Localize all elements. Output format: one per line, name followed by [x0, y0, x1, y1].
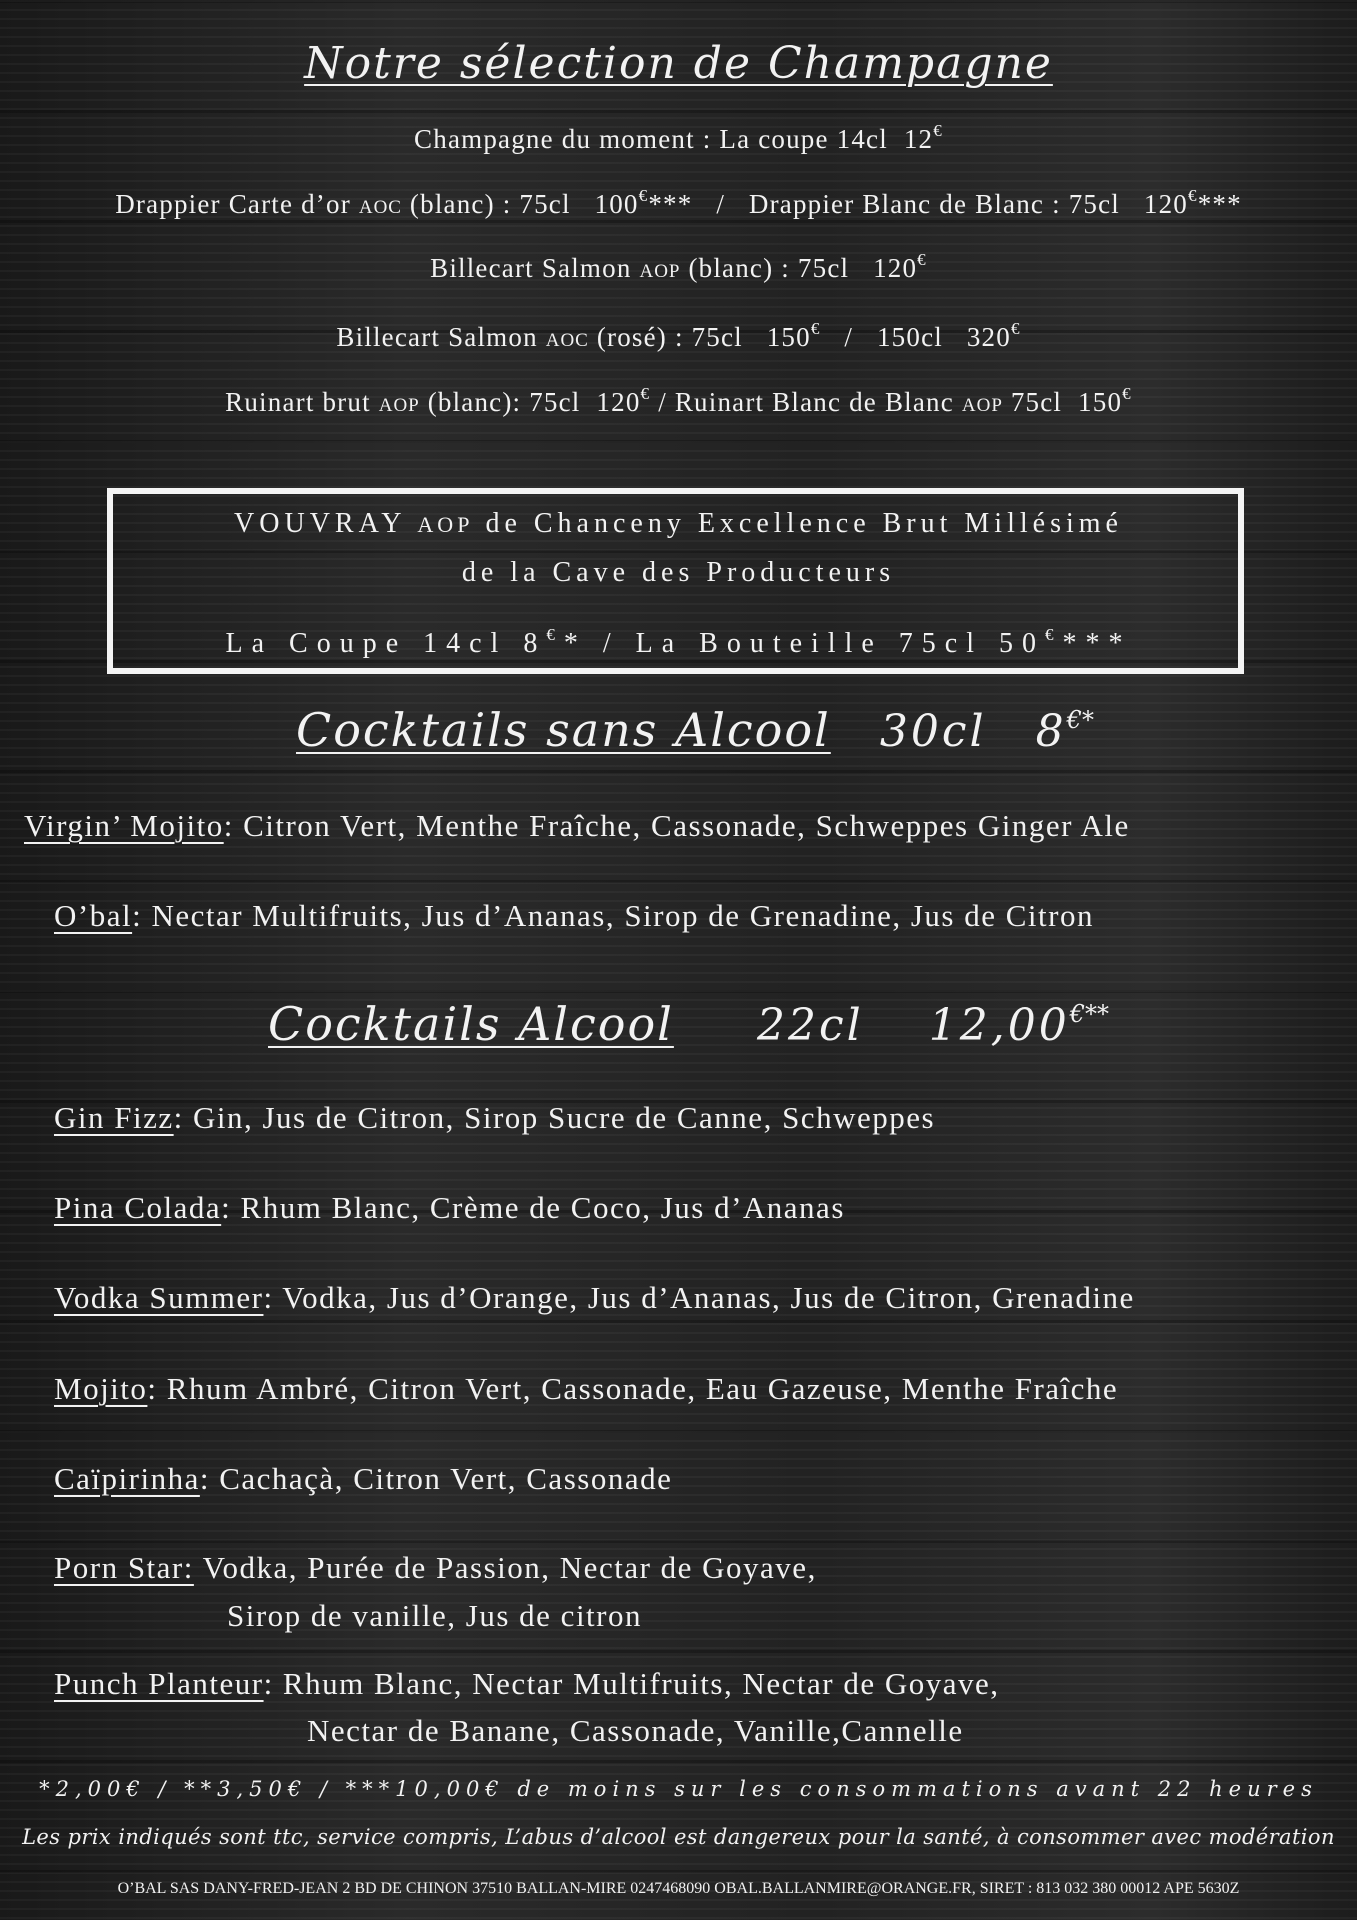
vouvray-aop: AOP: [417, 512, 474, 537]
sans-alcool-title: Cocktails sans Alcool: [296, 703, 831, 757]
vouvray-producer: de la Cave des Producteurs: [461, 557, 896, 588]
champagne-moment-price: 12: [903, 124, 934, 154]
euro-sign: €: [1187, 186, 1198, 205]
company-info: [0, 1880, 1357, 1898]
champagne-moment-line: [0, 121, 1357, 155]
drappier-b-stars: ***: [1197, 189, 1242, 219]
drappier-a-volume: : 75cl: [502, 189, 571, 219]
drappier-a-label: Drappier Carte d’or: [115, 189, 351, 219]
alcool-volume: 22cl: [756, 1000, 864, 1051]
list-item: [54, 1666, 999, 1702]
cocktail-name: O’bal: [54, 898, 133, 933]
ruinart-a-aop: AOP: [378, 395, 420, 416]
list-item: [24, 808, 1130, 844]
drappier-separator: /: [716, 189, 726, 219]
sans-alcool-heading: [296, 703, 1094, 757]
ruinart-a-color: (blanc):: [427, 387, 522, 417]
cocktail-ingredients: Sirop de vanille, Jus de citron: [227, 1598, 642, 1633]
cocktail-ingredients: : Rhum Blanc, Crème de Coco, Jus d’Ananas: [221, 1190, 845, 1225]
list-item: [54, 898, 1094, 934]
drappier-a-aoc: AOC: [358, 197, 402, 218]
drappier-b-label: Drappier Blanc de Blanc : 75cl: [748, 189, 1121, 219]
euro-sign: €: [1045, 625, 1063, 644]
list-item: [54, 1100, 935, 1136]
drappier-a-color: (blanc): [409, 189, 495, 219]
vouvray-bouteille: * / La Bouteille 75cl 50: [563, 628, 1045, 659]
cocktail-name: Punch Planteur: [54, 1666, 264, 1701]
vouvray-line-1: [0, 508, 1357, 540]
discount-text: *2,00€ / **3,50€ / ***10,00€ de moins sur les consommations avant 22 heures: [39, 1777, 1318, 1801]
list-item: [54, 1461, 672, 1497]
sans-alcool-volume: 30cl: [879, 706, 987, 757]
alcool-heading: [268, 997, 1109, 1051]
ruinart-a-label: Ruinart brut: [225, 387, 371, 417]
euro-sign: €: [638, 186, 649, 205]
billecart-rose-price: 150: [766, 322, 811, 352]
billecart-blanc-aop: AOP: [639, 261, 681, 282]
cocktail-ingredients: : Vodka, Jus d’Orange, Jus d’Ananas, Jus de Citron, Grenadine: [263, 1280, 1135, 1315]
billecart-rose-color: (rosé): [596, 322, 667, 352]
ruinart-line: [0, 384, 1357, 418]
cocktail-name: Pina Colada: [54, 1190, 222, 1225]
ruinart-a-price: 120: [596, 387, 641, 417]
sans-alcool-price: 8: [1035, 706, 1067, 757]
champagne-moment-label: Champagne du moment : La coupe 14cl: [414, 124, 888, 154]
cocktail-ingredients: Vodka, Purée de Passion, Nectar de Goyave,: [193, 1550, 817, 1585]
billecart-rose-price2: 320: [966, 322, 1011, 352]
euro-sign: €: [1066, 706, 1082, 734]
billecart-rose-aoc: AOC: [545, 330, 589, 351]
ruinart-b-label: / Ruinart Blanc de Blanc: [658, 387, 954, 417]
legal-note: [0, 1825, 1357, 1849]
cocktail-ingredients: : Nectar Multifruits, Jus d’Ananas, Sirop de Grenadine, Jus de Citron: [132, 898, 1094, 933]
ruinart-a-volume: 75cl: [529, 387, 581, 417]
billecart-rose-line: [0, 319, 1357, 353]
billecart-blanc-color: (blanc): [688, 253, 774, 283]
cocktail-ingredients: : Rhum Blanc, Nectar Multifruits, Nectar de Goyave,: [263, 1666, 1000, 1701]
alcool-price: 12,00: [928, 1000, 1070, 1051]
cocktail-name: Caïpirinha: [54, 1461, 200, 1496]
champagne-title: [0, 38, 1357, 89]
vouvray-line-3: [0, 625, 1357, 660]
cocktail-ingredients: : Rhum Ambré, Citron Vert, Cassonade, Eau Gazeuse, Menthe Fraîche: [147, 1371, 1119, 1406]
euro-sign: €: [640, 384, 651, 403]
drappier-line: [0, 186, 1357, 220]
cocktail-name: Vodka Summer: [54, 1280, 264, 1315]
list-item: [54, 1280, 1135, 1316]
champagne-title-text: Notre sélection de Champagne: [304, 38, 1053, 89]
vouvray-stars: ***: [1062, 628, 1132, 659]
cocktail-name: Porn Star:: [54, 1550, 194, 1585]
billecart-rose-label: Billecart Salmon: [336, 322, 538, 352]
billecart-blanc-volume: : 75cl: [781, 253, 850, 283]
vouvray-line-2: [0, 557, 1357, 589]
vouvray-name: VOUVRAY: [234, 508, 406, 539]
euro-sign: €: [1069, 1000, 1086, 1028]
cocktail-name: Mojito: [54, 1371, 148, 1406]
ruinart-b-price: 150: [1078, 387, 1123, 417]
alcool-stars: **: [1085, 1000, 1110, 1028]
list-item: [54, 1190, 845, 1226]
cocktail-ingredients: Nectar de Banane, Cassonade, Vanille,Cannelle: [307, 1713, 964, 1748]
euro-sign: €: [933, 121, 943, 140]
legal-text: Les prix indiqués sont ttc, service compris, L’abus d’alcool est dangereux pour la santé, à consommer avec modération: [22, 1825, 1335, 1849]
billecart-blanc-line: [0, 250, 1357, 284]
cocktail-name: Virgin’ Mojito: [24, 808, 224, 843]
list-item: [54, 1371, 1118, 1407]
vouvray-description: de Chanceny Excellence Brut Millésimé: [485, 508, 1123, 539]
drappier-b-price: 120: [1143, 189, 1188, 219]
cocktail-ingredients: : Citron Vert, Menthe Fraîche, Cassonade, Schweppes Ginger Ale: [223, 808, 1130, 843]
drappier-a-stars: ***: [648, 189, 693, 219]
cocktail-name: Gin Fizz: [54, 1100, 174, 1135]
ruinart-b-aop: AOP: [961, 395, 1003, 416]
list-item: [54, 1550, 817, 1586]
cocktail-ingredients: : Cachaçà, Citron Vert, Cassonade: [199, 1461, 673, 1496]
euro-sign: €: [1010, 319, 1021, 338]
billecart-rose-separator: /: [844, 322, 854, 352]
euro-sign: €: [810, 319, 821, 338]
euro-sign: €: [1122, 384, 1132, 403]
billecart-rose-volume2: 150cl: [876, 322, 943, 352]
euro-sign: €: [917, 250, 927, 269]
billecart-rose-volume: : 75cl: [674, 322, 743, 352]
list-item-continuation: [307, 1713, 964, 1749]
billecart-blanc-label: Billecart Salmon: [430, 253, 632, 283]
sans-alcool-stars: *: [1081, 706, 1094, 734]
euro-sign: €: [546, 625, 564, 644]
vouvray-coupe: La Coupe 14cl 8: [225, 628, 547, 659]
billecart-blanc-price: 120: [873, 253, 918, 283]
list-item-continuation: [227, 1598, 642, 1634]
company-text: O’BAL SAS DANY-FRED-JEAN 2 BD DE CHINON 37510 BALLAN-MIRE 0247468090 OBAL.BALLANMIRE@ORANGE.FR, SIRET : 813 032 380 00012 APE 5630Z: [117, 1880, 1240, 1897]
drappier-a-price: 100: [594, 189, 639, 219]
discount-note: [0, 1777, 1357, 1801]
cocktail-ingredients: : Gin, Jus de Citron, Sirop Sucre de Canne, Schweppes: [173, 1100, 936, 1135]
ruinart-b-volume: 75cl: [1010, 387, 1063, 417]
alcool-title: Cocktails Alcool: [268, 997, 674, 1051]
